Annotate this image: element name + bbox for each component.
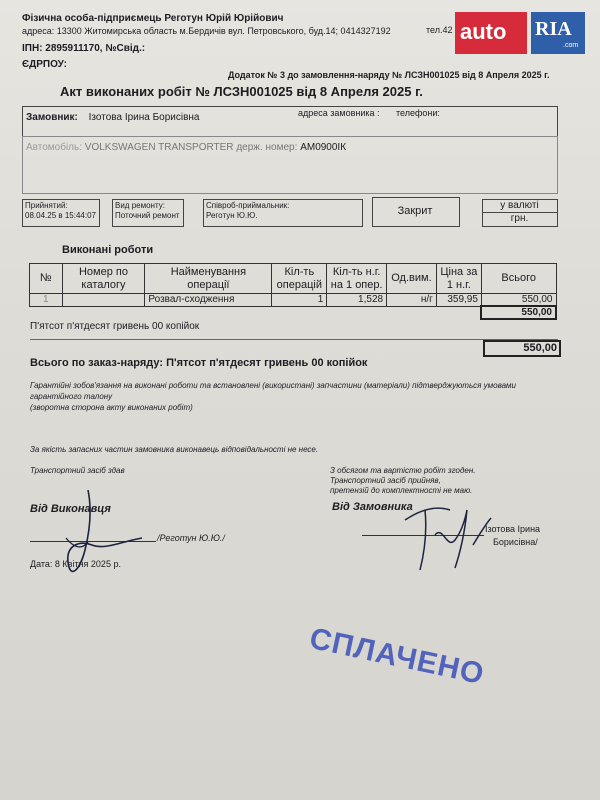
- appendix-line: Додаток № 3 до замовлення-наряду № ЛСЗН001025 від 8 Апреля 2025 г.: [228, 70, 550, 80]
- receiver-label: Співроб-приймальник:: [206, 201, 290, 210]
- warranty-line3: (зворотна сторона акту виконаних робіт): [30, 403, 193, 412]
- header-entrepreneur: Фізична особа-підприємець Реготун Юрій Юрійович: [22, 13, 284, 24]
- col-header-ops: Кіл-ть операцій: [272, 264, 327, 294]
- row-num: 1: [30, 294, 63, 307]
- col-header-num: №: [30, 264, 63, 294]
- vehicle-label: Автомобіль:: [26, 142, 83, 153]
- repair-type-label: Вид ремонту:: [115, 201, 165, 210]
- header-phone: тел.42: [426, 25, 453, 35]
- order-total-value: 550,00: [483, 340, 561, 357]
- logo-auto-text: auto: [460, 19, 507, 44]
- page-title: Акт виконаних робіт № ЛСЗН001025 від 8 Апреля 2025 г.: [60, 84, 423, 99]
- order-total-label: Всього по заказ-наряду: П'ятсот п'ятдесят гривень 00 копійок: [30, 357, 368, 369]
- row-ops: 1: [272, 294, 327, 307]
- customer-row: [26, 112, 200, 123]
- executor-date: Дата: 8 Квітня 2025 р.: [30, 559, 121, 569]
- customer-address-label: адреса замовника :: [298, 108, 380, 118]
- currency-label: у валюті: [500, 200, 539, 211]
- autoria-logo: [455, 12, 585, 54]
- col-header-unit: Од.вим.: [387, 264, 437, 294]
- client-signature: [395, 490, 495, 575]
- works-table-header: [30, 264, 557, 294]
- warranty-line2: гарантійного талону: [30, 392, 113, 401]
- col-header-price: Ціна за 1 н.г.: [436, 264, 481, 294]
- row-hours: 1,528: [327, 294, 387, 307]
- col-header-name: Найменування операції: [145, 264, 272, 294]
- customer-label: Замовник:: [26, 112, 78, 123]
- sum-in-words: П'ятсот п'ятдесят гривень 00 копійок: [30, 321, 200, 332]
- accepted-label: Прийнятий:: [25, 201, 68, 210]
- customer-note-line3: претензій до комплектності не маю.: [330, 486, 473, 495]
- vehicle-plate-label: держ. номер:: [236, 142, 298, 153]
- works-title: Виконані роботи: [62, 244, 154, 256]
- header-edrpou: ЄДРПОУ:: [22, 59, 67, 70]
- header-address: адреса: 13300 Житомирська область м.Бердичів вул. Петровського, буд.14; 0414327192: [22, 26, 391, 36]
- handed-over-note: Транспортний засіб здав: [30, 466, 125, 475]
- row-price: 359,95: [436, 294, 481, 307]
- col-header-hours: Кіл-ть н.г. на 1 опер.: [327, 264, 387, 294]
- logo-ria-text: RIA: [535, 18, 572, 40]
- executor-name: /Реготун Ю.Ю./: [157, 533, 225, 543]
- accepted-value: 08.04.25 в 15:44:07: [25, 211, 96, 220]
- customer-note-line2: Транспортний засіб прийняв,: [330, 476, 441, 485]
- table-row: [30, 294, 557, 307]
- customer-phone-label: телефони:: [396, 108, 440, 118]
- parts-quality-note: За якість запасних частин замовника виконавець відповідальності не несе.: [30, 445, 319, 454]
- col-header-catalog: Номер по каталогу: [62, 264, 145, 294]
- paid-stamp: СПЛАЧЕНО: [306, 621, 488, 692]
- client-label: Від Замовника: [332, 501, 413, 513]
- total-divider: [30, 339, 558, 340]
- subtotal-row: [30, 306, 557, 319]
- subtotal-value: 550,00: [481, 306, 556, 319]
- client-name-line2: Борисівна/: [493, 537, 538, 547]
- currency-value: грн.: [510, 213, 529, 224]
- header-ipn: ІПН: 2895911170, №Свід.:: [22, 43, 146, 54]
- warranty-line1: Гарантійні зобов'язання на виконані роботи та встановлені (використані) запчастини (матеріали) підтверджуються умовами: [30, 381, 516, 390]
- row-catalog: [62, 294, 145, 307]
- receiver-value: Реготун Ю.Ю.: [206, 211, 258, 220]
- logo-com-text: .com: [563, 42, 579, 49]
- works-table: [29, 263, 557, 320]
- row-total: 550,00: [481, 294, 556, 307]
- status-value: Закрит: [397, 205, 433, 217]
- vehicle-row: [26, 142, 346, 153]
- client-name-line1: Ізотова Ірина: [485, 524, 541, 534]
- customer-note-line1: З обсягом та вартістю робіт згоден.: [330, 466, 476, 475]
- col-header-total: Всього: [481, 264, 556, 294]
- executor-signature: [30, 490, 150, 590]
- customer-name: Ізотова Ірина Борисівна: [88, 112, 200, 123]
- vehicle-model: VOLKSWAGEN TRANSPORTER: [84, 142, 234, 153]
- repair-type-value: Поточний ремонт: [115, 211, 180, 220]
- executor-label: Від Виконавця: [30, 503, 111, 515]
- row-name: Розвал-сходження: [145, 294, 272, 307]
- vehicle-plate: АМ0900ІК: [300, 142, 347, 153]
- row-unit: н/г: [387, 294, 437, 307]
